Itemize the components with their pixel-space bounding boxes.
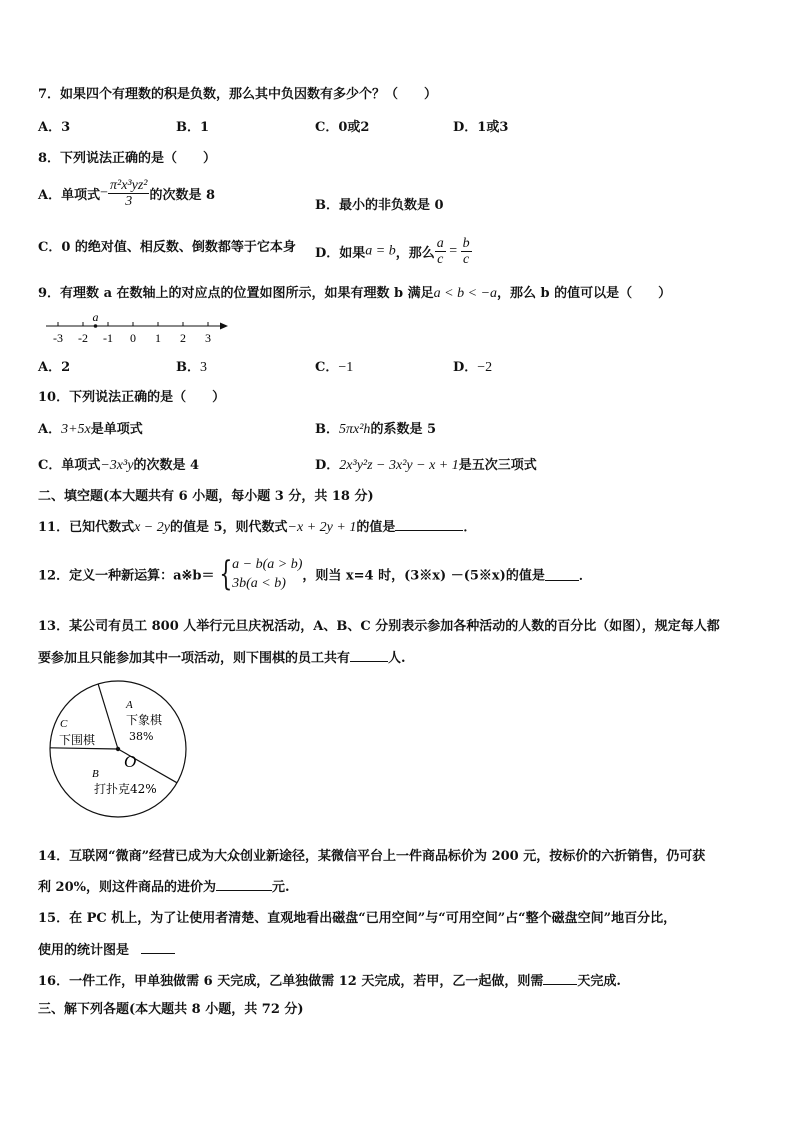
sector-a-name: 下象棋 — [126, 713, 163, 727]
axis-tick-label: 2 — [180, 331, 186, 345]
q15-line-1: 15．在 PC 机上，为了让使用者清楚、直观地看出磁盘“已用空间”与“可用空间”占“整个磁盘空间”地百分比， — [38, 911, 677, 926]
pie-chart — [44, 676, 194, 826]
q8-option-d: D．如果a = b，那么 $\frac{a}{c}$ = $\frac{b}{c}$ — [315, 236, 470, 267]
sector-a-pct: 38% — [129, 730, 154, 743]
q8-a-fraction: $\frac{\text{π²x³yz²}}{3}$ — [110, 178, 148, 209]
q8-d-equation: a = b — [365, 243, 396, 259]
section-2-heading: 二、填空题(本大题共有 6 小题，每小题 3 分，共 18 分) — [38, 489, 374, 504]
sector-a-letter: A — [126, 699, 133, 711]
number-line-point — [94, 324, 98, 328]
q8-option-c: C．0 的绝对值、相反数、倒数都等于它本身 — [38, 240, 296, 255]
pie-center-point — [116, 747, 120, 751]
q9-option-b: B．3 — [176, 360, 207, 375]
q10-option-d: D．2x³y²z − 3x²y − x + 1是五次三项式 — [315, 458, 537, 473]
sector-c-name: 下围棋 — [59, 733, 96, 747]
q12-answer-blank[interactable] — [545, 568, 579, 581]
axis-tick-label: -2 — [78, 331, 88, 345]
pie-sector-boundary — [50, 748, 118, 749]
q14-line-1: 14．互联网“微商”经营已成为大众创业新途径，某微信平台上一件商品标价为 200 元，按标价的六折销售，仍可获 — [38, 849, 706, 864]
q8-d-fraction-1: $\frac{a}{c}$ — [436, 236, 444, 267]
q14-answer-blank[interactable] — [216, 878, 272, 891]
q11: 11．已知代数式x − 2y的值是 5，则代数式−x + 2y + 1的值是 ． — [38, 520, 477, 535]
sector-c-letter: C — [60, 718, 68, 730]
q16-answer-blank[interactable] — [543, 972, 577, 985]
pie-sector-boundary — [98, 684, 118, 749]
q7-option-c: C．0或2 — [315, 120, 370, 135]
q16: 16．一件工作，甲单独做需 6 天完成，乙单独做需 12 天完成，若甲，乙一起做，则需 天完成. — [38, 974, 621, 989]
q14-line-2: 利 20%，则这件商品的进价为 元. — [38, 880, 290, 895]
number-line — [40, 312, 240, 348]
pie-center-label: O — [124, 752, 137, 771]
q13-line-1: 13．某公司有员工 800 人举行元旦庆祝活动，A、B、C 分别表示参加各种活动的人数的百分比（如图），规定每人都 — [38, 619, 720, 634]
q10-stem: 10．下列说法正确的是（ ） — [38, 390, 226, 405]
q8-d-fraction-2: $\frac{b}{c}$ — [462, 236, 470, 267]
q12: 12．定义一种新运算：a※b＝ { a − b(a > b) 3b(a < b) ，则当 x=4 时，(3※x) －(5※x)的值是 ． — [38, 554, 592, 594]
q10-option-a: A．3+5x是单项式 — [38, 422, 143, 437]
axis-tick-label: 3 — [205, 331, 211, 345]
q7-option-a: A．3 — [38, 120, 71, 135]
axis-tick-label: 1 — [155, 331, 161, 345]
q7-option-b: B．1 — [176, 120, 210, 135]
q15-answer-blank[interactable] — [141, 941, 175, 954]
q13-line-2: 要参加且只能参加其中一项活动，则下围棋的员工共有 人. — [38, 651, 406, 666]
q10-option-c: C．单项式−3x³y的次数是 4 — [38, 458, 200, 473]
q7-option-d: D．1或3 — [453, 120, 509, 135]
section-3-heading: 三、解下列各题(本大题共 8 小题，共 72 分) — [38, 1002, 304, 1017]
q8-a-prefix: A．单项式 — [38, 188, 101, 203]
sector-b-letter: B — [92, 768, 99, 780]
q13-answer-blank[interactable] — [350, 649, 388, 662]
axis-tick-label: -3 — [53, 331, 63, 345]
q10-option-b: B．5πx²h的系数是 5 — [315, 422, 437, 437]
left-brace-icon: { — [218, 554, 232, 594]
axis-tick-label: 0 — [130, 331, 136, 345]
axis-tick-label: -1 — [103, 331, 113, 345]
arrow-right-icon — [220, 323, 228, 330]
q12-case-2: 3b(a < b) — [232, 576, 286, 591]
q8-option-b: B．最小的非负数是 0 — [315, 198, 444, 213]
q9-option-d: D．−2 — [453, 360, 493, 375]
q8-a-suffix: 的次数是 8 — [149, 188, 216, 203]
q9-stem: 9．有理数 a 在数轴上的对应点的位置如图所示，如果有理数 b 满足a < b < −a，那么 b 的值可以是（ ） — [38, 286, 672, 301]
q9-option-c: C．−1 — [315, 360, 354, 375]
q7-stem: 7．如果四个有理数的积是负数，那么其中负因数有多少个？（ ） — [38, 87, 438, 102]
number-line-point-label: a — [92, 312, 99, 324]
q11-answer-blank[interactable] — [395, 518, 463, 531]
sector-b-name: 打扑克42% — [94, 782, 157, 796]
q9-inequality: a < b < −a — [433, 286, 498, 301]
q8-option-a: A．单项式− $\frac{\text{π²x³yz²}}{3}$ 的次数是 8 — [38, 178, 216, 209]
q9-option-a: A．2 — [38, 360, 71, 375]
q12-case-1: a − b(a > b) — [232, 557, 303, 572]
q8-stem: 8．下列说法正确的是（ ） — [38, 151, 217, 166]
q15-line-2: 使用的统计图是 — [38, 939, 175, 958]
